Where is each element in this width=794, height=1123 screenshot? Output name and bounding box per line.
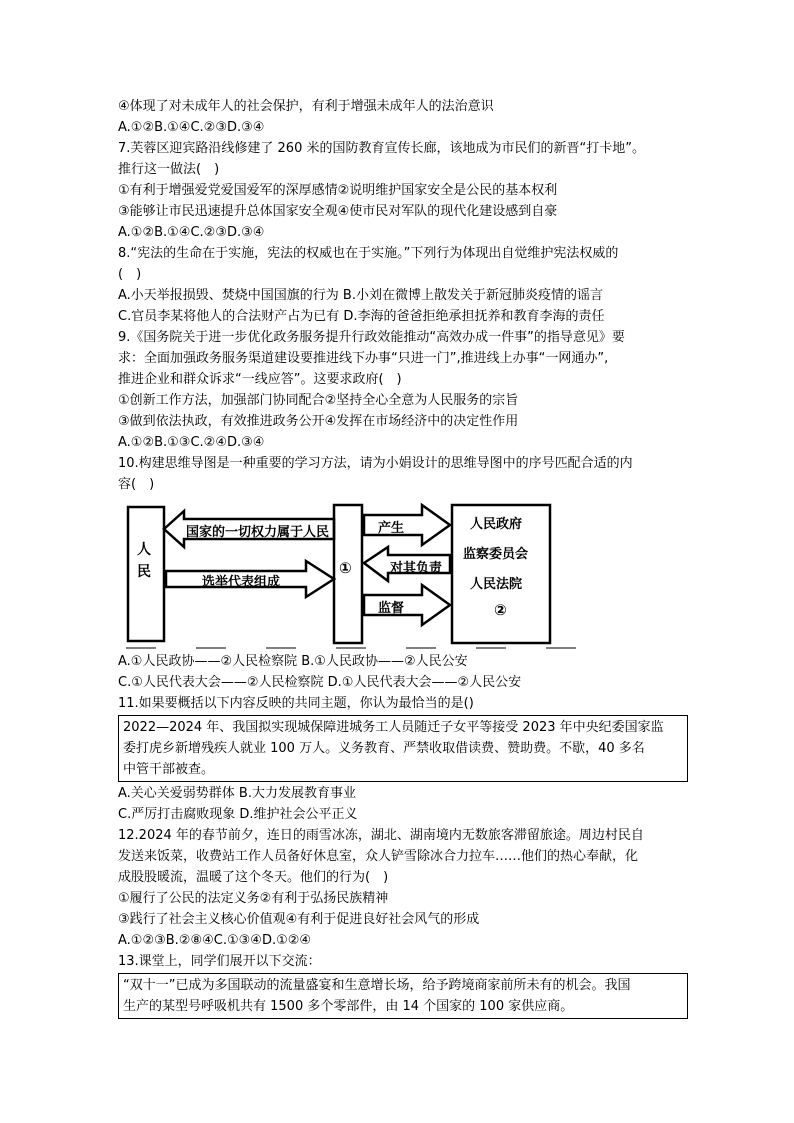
material-line: 中管干部被查。 bbox=[123, 762, 215, 777]
question-7-option: ①有利于增强爱党爱国爱军的深厚感情②说明维护国家安全是公民的基本权利 bbox=[118, 183, 558, 198]
right-box-supervision: 监察委员会 bbox=[463, 547, 529, 562]
question-11-option: A.关心关爱弱势群体 B.大力发展教育事业 bbox=[118, 786, 356, 801]
question-12-stem-cont: 发送来饭菜，收费站工作人员备好休息室，众人铲雪除冰合力拉车……他们的热心奉献，化 bbox=[118, 849, 639, 864]
question-12-stem: 12.2024 年的春节前夕，连日的雨雪冰冻，湖北、湖南境内无数旅客滞留旅途。周边村民自 bbox=[118, 828, 644, 843]
question-8-stem: 8.“宪法的生命在于实施，宪法的权威也在于实施。”下列行为体现出自觉维护宪法权威的 bbox=[118, 246, 619, 261]
question-12-answers: A.①②③B.②⑧④C.①③④D.①②④ bbox=[118, 933, 312, 948]
question-10-stem-cont: 容( ) bbox=[118, 477, 155, 492]
question-9-stem-cont: 推进企业和群众诉求“一线应答”。这要求政府( ) bbox=[118, 372, 402, 387]
question-11-stem: 11.如果要概括以下内容反映的共同主题，你认为最恰当的是() bbox=[118, 696, 474, 711]
material-line: 生产的某型号呼吸机共有 1500 多个零部件，由 14 个国家的 100 家供应商。 bbox=[123, 999, 574, 1014]
question-12-option: ③践行了社会主义核心价值观④有利于促进良好社会风气的形成 bbox=[118, 912, 480, 927]
bottom-arrow-label: 选举代表组成 bbox=[202, 575, 281, 590]
people-label: 人民 bbox=[137, 542, 151, 580]
question-9-option: ③做到依法执政，有效推进政务公开④发挥在市场经济中的决定性作用 bbox=[118, 414, 519, 429]
top-arrow-label: 国家的一切权力属于人民 bbox=[186, 525, 330, 540]
question-10-stem: 10.构建思维导图是一种重要的学习方法，请为小娟设计的思维导图中的序号匹配合适的内 bbox=[118, 456, 633, 471]
question-8-option: A.小天举报损毁、焚烧中国国旗的行为 B.小刘在微博上散发关于新冠肺炎疫情的谣言 bbox=[118, 288, 603, 303]
question-13-stem: 13.课堂上，同学们展开以下交流： bbox=[118, 954, 321, 969]
question-10-option: C.①人民代表大会——②人民检察院 D.①人民代表大会——②人民公安 bbox=[118, 675, 522, 690]
arrow-produce-label: 产生 bbox=[378, 521, 405, 536]
material-line: 委打虎乡新增残疾人就业 100 万人。义务教育、严禁收取借读费、赞助费。不歇，40 多名 bbox=[123, 741, 645, 756]
material-line: “双十一”已成为多国联动的流量盛宴和生意增长场，给予跨境商家前所未有的机会。我国 bbox=[123, 978, 631, 993]
option-line: ④体现了对未成年人的社会保护，有利于增强未成年人的法治意识 bbox=[118, 99, 494, 114]
question-10-option: A.①人民政协——②人民检察院 B.①人民政协——②人民公安 bbox=[118, 654, 468, 669]
question-9-answers: A.①②B.①③C.②④D.③④ bbox=[118, 435, 265, 450]
right-box-blank-2: ② bbox=[494, 601, 507, 619]
right-box-government: 人民政府 bbox=[470, 517, 523, 532]
arrow-supervise-label: 监督 bbox=[378, 601, 405, 616]
question-11-material-box bbox=[118, 715, 688, 782]
question-11-option: C.严厉打击腐败现象 D.维护社会公平正义 bbox=[118, 807, 358, 822]
question-7-stem: 7.芙蓉区迎宾路沿线修建了 260 米的国防教育宣传长廊，该地成为市民们的新晋“打卡地”。 bbox=[118, 141, 645, 156]
question-12-option: ①履行了公民的法定义务②有利于弘扬民族精神 bbox=[118, 891, 389, 906]
question-9-stem-cont: 求：全面加强政务服务渠道建设要推进线下办事“只进一门”,推进线上办事“一网通办”, bbox=[118, 351, 609, 366]
question-7-answers: A.①②B.①④C.②③D.③④ bbox=[118, 225, 265, 240]
question-8-stem-cont: ( ) bbox=[118, 267, 142, 282]
right-box-court: 人民法院 bbox=[470, 577, 523, 592]
document-page bbox=[118, 96, 688, 1020]
mind-map-diagram bbox=[126, 501, 586, 649]
question-7-option: ③能够让市民迅速提升总体国家安全观④使市民对军队的现代化建设感到自豪 bbox=[118, 204, 558, 219]
question-7-stem-cont: 推行这一做法( ) bbox=[118, 162, 220, 177]
center-blank-1: ① bbox=[339, 559, 352, 577]
question-9-stem: 9.《国务院关于进一步优化政务服务提升行政效能推动“高效办成一件事”的指导意见》要 bbox=[118, 330, 625, 345]
question-12-stem-cont: 成股股暖流，温暖了这个冬天。他们的行为( ) bbox=[118, 870, 389, 885]
question-13-material-box bbox=[118, 973, 688, 1019]
question-9-option: ①创新工作方法，加强部门协同配合②坚持全心全意为人民服务的宗旨 bbox=[118, 393, 519, 408]
question-8-option: C.官员李某将他人的合法财产占为已有 D.李海的爸爸拒绝承担抚养和教育李海的责任 bbox=[118, 309, 605, 324]
arrow-responsible-label: 对其负责 bbox=[390, 561, 443, 576]
answer-choices: A.①②B.①④C.②③D.③④ bbox=[118, 120, 265, 135]
material-line: 2022—2024 年、我国拟实现城保障进城务工人员随迁子女平等接受 2023 年中央纪委国家监 bbox=[123, 720, 664, 735]
